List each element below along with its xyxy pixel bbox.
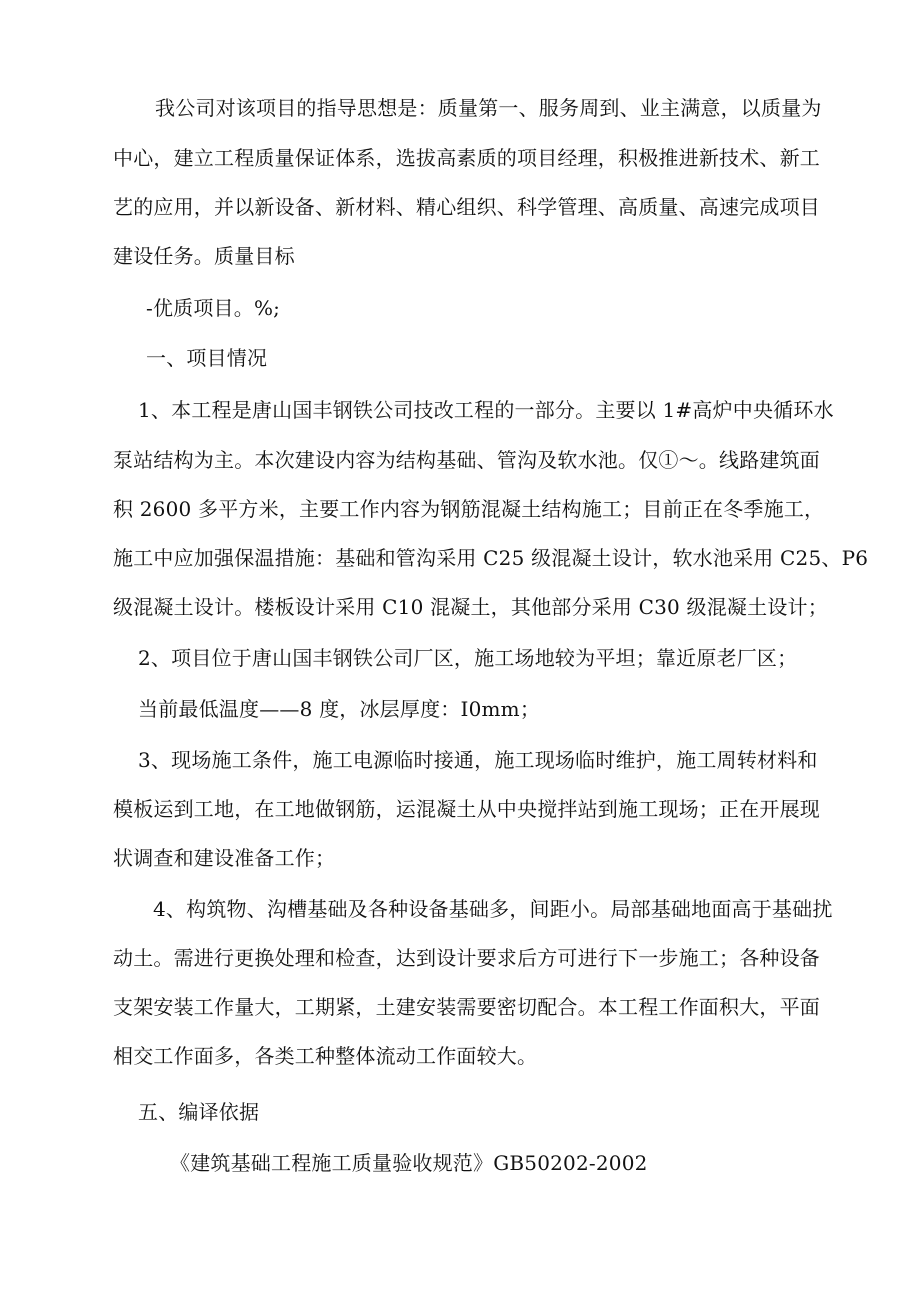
text-line: 级混凝土设计。楼板设计采用 C10 混凝土，其他部分采用 C30 级混凝土设计； <box>113 595 828 619</box>
text-line: 建设任务。质量目标 <box>113 244 295 268</box>
text-line: 施工中应加强保温措施：基础和管沟采用 C25 级混凝土设计，软水池采用 C25、P6 <box>113 546 869 570</box>
text-line: 动土。需进行更换处理和检查，达到设计要求后方可进行下一步施工；各种设备 <box>113 946 820 970</box>
text-line: 艺的应用，并以新设备、新材料、精心组织、科学管理、高质量、高速完成项目 <box>113 195 820 219</box>
text-line: 模板运到工地，在工地做钢筋，运混凝土从中央搅拌站到施工现场；正在开展现 <box>113 797 820 821</box>
text-line: 3、现场施工条件，施工电源临时接通，施工现场临时维护，施工周转材料和 <box>138 748 818 772</box>
text-line: 我公司对该项目的指导思想是：质量第一、服务周到、业主满意，以质量为 <box>155 96 822 120</box>
text-line: 1、本工程是唐山国丰钢铁公司技改工程的一部分。主要以 1#高炉中央循环水 <box>138 398 834 422</box>
quality-goal-line: -优质项目。%; <box>146 296 281 320</box>
text-line: 支架安装工作量大，工期紧，土建安装需要密切配合。本工程工作面积大，平面 <box>113 995 820 1019</box>
text-line: 当前最低温度——8 度，冰层厚度：I0mm； <box>138 697 541 721</box>
text-line: 泵站结构为主。本次建设内容为结构基础、管沟及软水池。仅①～。线路建筑面 <box>113 448 820 472</box>
section-heading-compilation-basis: 五、编译依据 <box>138 1100 260 1124</box>
text-line: 4、构筑物、沟槽基础及各种设备基础多，间距小。局部基础地面高于基础扰 <box>153 897 833 921</box>
text-line: 积 2600 多平方米，主要工作内容为钢筋混凝土结构施工；目前正在冬季施工， <box>113 497 825 521</box>
text-line: 状调查和建设准备工作； <box>113 846 336 870</box>
text-line: 相交工作面多，各类工种整体流动工作面较大。 <box>113 1044 538 1068</box>
text-line: 2、项目位于唐山国丰钢铁公司厂区，施工场地较为平坦；靠近原老厂区； <box>138 646 798 670</box>
text-line: 中心，建立工程质量保证体系，选拔高素质的项目经理，积极推进新技术、新工 <box>113 146 820 170</box>
section-heading-project-status: 一、项目情况 <box>146 346 268 370</box>
reference-item: 《建筑基础工程施工质量验收规范》GB50202-2002 <box>170 1151 648 1175</box>
